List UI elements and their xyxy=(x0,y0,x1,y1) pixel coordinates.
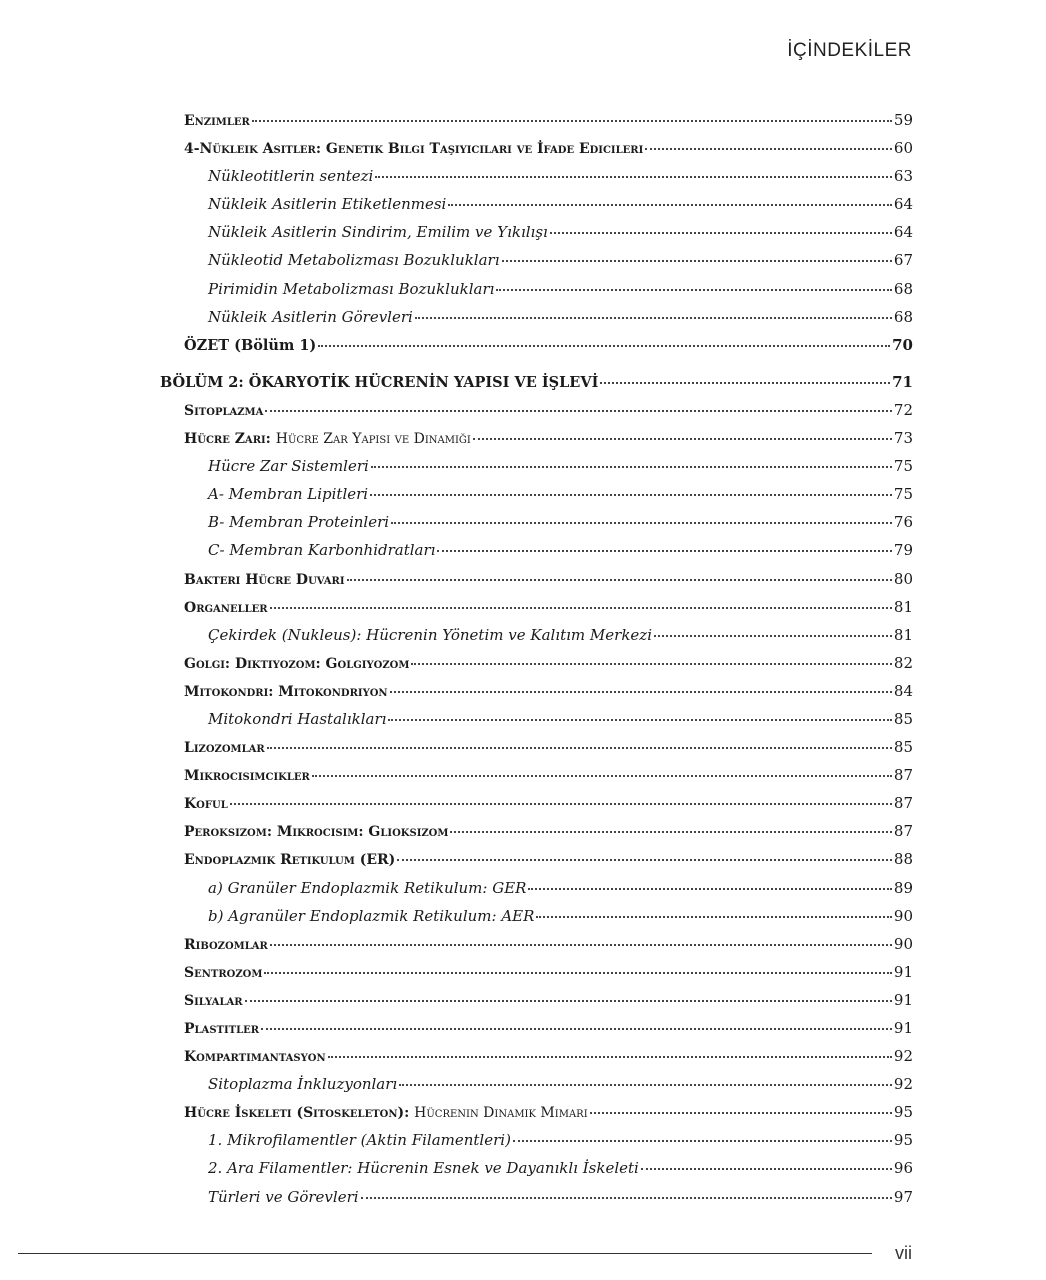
toc-entry-page: 68 xyxy=(893,307,913,326)
dot-leader xyxy=(264,972,891,974)
toc-entry-title: Enzimler xyxy=(184,113,250,129)
toc-entry-title: BÖLÜM 2: ÖKARYOTİK HÜCRENİN YAPISI VE İŞLEVİ xyxy=(160,373,599,391)
page-number: vii xyxy=(895,1243,912,1263)
toc-entry[interactable] xyxy=(0,336,1046,364)
toc-entry[interactable] xyxy=(0,485,1046,513)
toc-entry-title: Plastitler xyxy=(184,1021,260,1037)
dot-leader xyxy=(375,176,892,178)
toc-entry[interactable] xyxy=(0,1131,1046,1159)
toc-entry-page: 95 xyxy=(893,1103,913,1122)
toc-entry[interactable] xyxy=(0,907,1046,935)
toc-entry[interactable] xyxy=(0,308,1046,336)
dot-leader xyxy=(318,345,890,347)
toc-entry-page: 81 xyxy=(893,625,913,644)
dot-leader xyxy=(536,916,892,918)
toc-entry-page: 91 xyxy=(893,962,913,981)
toc-entry-page: 87 xyxy=(893,794,913,813)
toc-entry-page: 71 xyxy=(892,372,913,391)
dot-leader xyxy=(370,494,892,496)
toc-entry-page: 76 xyxy=(893,513,913,532)
toc-entry-page: 59 xyxy=(893,111,913,129)
toc-entry-page: 73 xyxy=(893,429,913,448)
toc-entry[interactable] xyxy=(0,1047,1046,1075)
toc-entry-title: b) Agranüler Endoplazmik Retikulum: AER xyxy=(208,906,535,925)
toc-entry-title: Nükleik Asitlerin Görevleri xyxy=(208,307,413,326)
dot-leader xyxy=(261,1028,892,1030)
dot-leader xyxy=(590,1112,892,1114)
toc-entry-title: Peroksizom: Mikrocisim: Glioksizom xyxy=(184,824,449,841)
dot-leader xyxy=(390,691,892,693)
toc-entry[interactable] xyxy=(0,541,1046,569)
dot-leader xyxy=(347,579,892,581)
dot-leader xyxy=(473,438,892,440)
toc-entry-page: 75 xyxy=(893,457,913,476)
toc-entry-page: 72 xyxy=(893,400,913,419)
toc-entry[interactable] xyxy=(0,457,1046,485)
dot-leader xyxy=(265,410,892,412)
dot-leader xyxy=(371,466,892,468)
toc-entry-subtitle: Hücrenin Dinamik Mimarı xyxy=(414,1105,588,1122)
toc-entry[interactable] xyxy=(0,963,1046,991)
toc-entry-title: Lizozomlar xyxy=(184,740,265,757)
dot-leader xyxy=(415,317,892,319)
toc-entry-page: 96 xyxy=(893,1159,913,1178)
toc-entry-title: Türleri ve Görevleri xyxy=(208,1187,359,1206)
dot-leader xyxy=(437,550,891,552)
toc-entry-title: Nükleik Asitlerin Sindirim, Emilim ve Yıkılışı xyxy=(208,223,548,242)
toc-entry[interactable] xyxy=(0,654,1046,682)
toc-entry[interactable] xyxy=(0,111,1046,139)
toc-entry-title: Pirimidin Metabolizması Bozuklukları xyxy=(208,279,495,298)
toc-entry-title: Silyalar xyxy=(184,992,243,1009)
toc-entry-page: 91 xyxy=(893,1019,913,1037)
table-of-contents xyxy=(0,111,1046,1216)
toc-entry-title: C- Membran Karbonhidratları xyxy=(208,541,436,560)
dot-leader xyxy=(397,859,892,861)
toc-entry-page: 85 xyxy=(893,709,913,728)
toc-entry-title: Sentrozom xyxy=(184,964,263,981)
toc-entry-page: 92 xyxy=(893,1075,913,1094)
toc-entry-title: Mikrocisimcikler xyxy=(184,768,310,785)
toc-entry-title: Organeller xyxy=(184,599,268,616)
dot-leader xyxy=(550,232,892,234)
toc-entry-page: 79 xyxy=(893,541,913,560)
toc-entry-page: 82 xyxy=(893,653,913,672)
dot-leader xyxy=(270,607,892,609)
toc-entry-title: Sitoplazma İnkluzyonları xyxy=(208,1075,398,1094)
toc-entry[interactable] xyxy=(0,513,1046,541)
toc-entry-title: Golgi: Diktiyozom: Golgiyozom xyxy=(184,655,410,672)
toc-entry-title: Kompartimantasyon xyxy=(184,1049,326,1066)
toc-entry[interactable] xyxy=(0,850,1046,878)
toc-entry[interactable] xyxy=(0,401,1046,429)
toc-entry[interactable] xyxy=(0,223,1046,251)
toc-entry[interactable] xyxy=(0,766,1046,794)
toc-entry-subtitle: Hücre Zar Yapısı ve Dinamiği xyxy=(275,431,471,448)
toc-entry[interactable] xyxy=(0,429,1046,457)
toc-entry[interactable] xyxy=(0,794,1046,822)
toc-entry[interactable] xyxy=(0,935,1046,963)
toc-entry-page: 67 xyxy=(893,251,913,270)
dot-leader xyxy=(448,204,892,206)
toc-entry[interactable] xyxy=(0,570,1046,598)
toc-entry-title: Bakteri Hücre Duvarı xyxy=(184,571,345,588)
toc-entry-page: 64 xyxy=(893,223,913,242)
toc-entry[interactable] xyxy=(0,1019,1046,1047)
toc-entry[interactable] xyxy=(0,373,1046,401)
toc-entry-page: 90 xyxy=(893,934,913,953)
toc-entry[interactable] xyxy=(0,251,1046,279)
dot-leader xyxy=(502,260,892,262)
toc-entry-page: 92 xyxy=(893,1047,913,1066)
toc-entry[interactable] xyxy=(0,738,1046,766)
dot-leader xyxy=(496,289,891,291)
toc-entry-page: 81 xyxy=(893,597,913,616)
dot-leader xyxy=(450,831,891,833)
running-header: İÇİNDEKİLER xyxy=(787,40,912,61)
toc-entry[interactable] xyxy=(0,167,1046,195)
dot-leader xyxy=(328,1056,892,1058)
toc-entry-page: 70 xyxy=(892,335,913,354)
toc-entry[interactable] xyxy=(0,280,1046,308)
dot-leader xyxy=(513,1140,892,1142)
toc-entry-page: 63 xyxy=(893,167,913,186)
toc-entry-title: Hücre Zarı: Hücre Zar Yapısı ve Dinamiği xyxy=(184,431,471,448)
toc-entry-title: Nükleotid Metabolizması Bozuklukları xyxy=(208,251,500,270)
toc-entry[interactable] xyxy=(0,991,1046,1019)
dot-leader xyxy=(267,747,892,749)
toc-entry-page: 88 xyxy=(893,850,913,869)
dot-leader xyxy=(411,663,892,665)
dot-leader xyxy=(230,803,892,805)
dot-leader xyxy=(600,382,890,384)
toc-entry-page: 97 xyxy=(893,1187,913,1206)
toc-entry-page: 85 xyxy=(893,738,913,757)
toc-entry-title: ÖZET (Bölüm 1) xyxy=(184,336,317,354)
toc-entry[interactable] xyxy=(0,879,1046,907)
toc-entry-title: Ribozomlar xyxy=(184,936,268,953)
toc-entry-title: Sitoplazma xyxy=(184,402,264,419)
toc-entry-title: 1. Mikrofilamentler (Aktin Filamentleri) xyxy=(208,1131,511,1150)
toc-entry-page: 80 xyxy=(893,569,913,588)
dot-leader xyxy=(312,775,892,777)
toc-entry-title: Koful xyxy=(184,796,228,813)
toc-entry-page: 75 xyxy=(893,485,913,504)
toc-entry-page: 91 xyxy=(893,990,913,1009)
toc-entry-title: 4-Nükleik Asitler: Genetik Bilgi Taşıyıcıları ve İfade Edicileri xyxy=(184,141,644,158)
dot-leader xyxy=(528,888,891,890)
toc-entry[interactable] xyxy=(0,1075,1046,1103)
toc-entry-title: Nükleotitlerin sentezi xyxy=(208,167,374,186)
toc-entry-title: Mitokondri: Mitokondriyon xyxy=(184,683,388,700)
dot-leader xyxy=(654,635,892,637)
dot-leader xyxy=(645,148,892,150)
toc-entry-page: 87 xyxy=(893,822,913,841)
toc-entry[interactable] xyxy=(0,682,1046,710)
dot-leader xyxy=(391,522,892,524)
toc-entry-title: Hücre İskeleti (Sitoskeleton): Hücrenin Dinamik Mimarı xyxy=(184,1105,588,1122)
toc-entry-title: A- Membran Lipitleri xyxy=(208,485,369,504)
toc-entry-page: 87 xyxy=(893,766,913,785)
toc-entry-title: Çekirdek (Nukleus): Hücrenin Yönetim ve Kalıtım Merkezi xyxy=(208,625,652,644)
toc-entry-page: 95 xyxy=(893,1131,913,1150)
toc-entry-title: B- Membran Proteinleri xyxy=(208,513,390,532)
toc-entry-page: 90 xyxy=(893,906,913,925)
dot-leader xyxy=(245,1000,892,1002)
dot-leader xyxy=(361,1197,892,1199)
toc-entry-title: 2. Ara Filamentler: Hücrenin Esnek ve Dayanıklı İskeleti xyxy=(208,1159,639,1178)
toc-entry[interactable] xyxy=(0,710,1046,738)
toc-entry[interactable] xyxy=(0,822,1046,850)
toc-entry[interactable] xyxy=(0,1188,1046,1216)
toc-entry-title: Endoplazmik Retikulum (ER) xyxy=(184,852,396,869)
toc-entry[interactable] xyxy=(0,1103,1046,1131)
toc-entry[interactable] xyxy=(0,626,1046,654)
dot-leader xyxy=(270,944,892,946)
toc-entry-page: 89 xyxy=(893,878,913,897)
dot-leader xyxy=(641,1168,892,1170)
toc-entry[interactable] xyxy=(0,195,1046,223)
footer-rule xyxy=(18,1253,872,1254)
toc-entry[interactable] xyxy=(0,139,1046,167)
toc-entry[interactable] xyxy=(0,598,1046,626)
toc-entry[interactable] xyxy=(0,1159,1046,1187)
toc-entry-title: a) Granüler Endoplazmik Retikulum: GER xyxy=(208,878,527,897)
dot-leader xyxy=(252,120,892,122)
toc-entry-page: 84 xyxy=(893,681,913,700)
toc-entry-page: 68 xyxy=(893,279,913,298)
toc-entry-title: Mitokondri Hastalıkları xyxy=(208,709,387,728)
dot-leader xyxy=(399,1084,892,1086)
dot-leader xyxy=(388,719,891,721)
toc-entry-page: 64 xyxy=(893,195,913,214)
toc-entry-page: 60 xyxy=(893,139,913,158)
toc-entry-title: Hücre Zar Sistemleri xyxy=(208,457,369,476)
toc-entry-title: Nükleik Asitlerin Etiketlenmesi xyxy=(208,195,447,214)
